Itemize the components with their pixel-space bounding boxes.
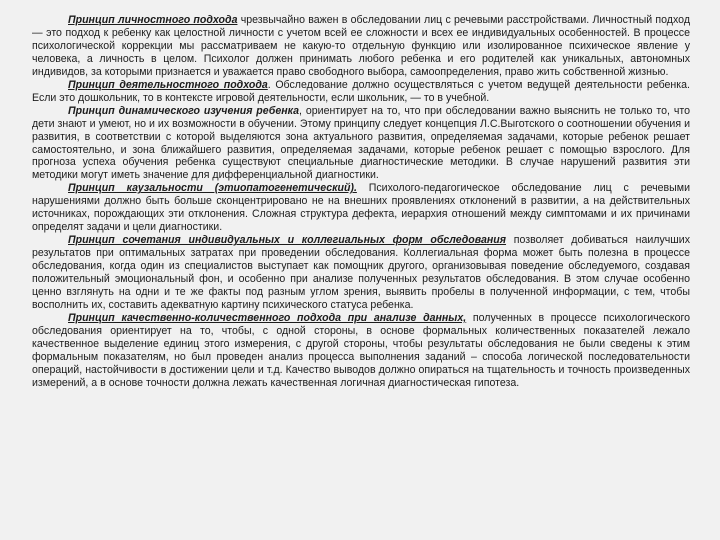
principle-term: Принцип сочетания индивидуальных и коллегиальных форм обследования [68, 234, 507, 247]
paragraph-text: Психолого-педагогическое обследование лиц с речевыми нарушениями должно быть больше сконцентрировано не на внешних проявлениях отклонений в развитии, а на действительных источниках, порождающих эти отклонения. Сложная структура дефекта, иерархия отношений между симптомами и их причинами определят задачи и цели диагностики. [32, 182, 690, 234]
principle-term: Принцип качественно-количественного подхода при анализе данных, [68, 311, 467, 324]
paragraph-text: позволяет добиваться наилучших результатов при оптимальных затратах при проведении обследования. Коллегиальная форма может быть полезна в процессе обследования, когда один из специалистов выступает как помощник другого, организовывая поведение обследуемого, создавая положительный эмоциональный фон, и особенно при анализе полученных результатов обследования. В этом случае особенно ценно взглянуть на одни и те же факты под разным углом зрения, выявить пробелы в полученной информации, с тем, чтобы восполнить их, составить адекватную картину психического статуса ребенка. [32, 234, 690, 311]
principle-term: Принцип динамического изучения ребенка [68, 104, 300, 117]
document-text [32, 14, 690, 390]
paragraph-text: чрезвычайно важен в обследовании лиц с речевыми расстройствами. Личностный подход — это подход к ребенку как целостной личности с учетом всей ее сложности и всех ее индивидуальных особенностей. В процессе психологической коррекции мы рассматриваем не какую-то отдельную функцию или изолированное психическое явление у человека, а личность в целом. Психолог должен принимать любого ребенка и его родителей как уникальных, автономных индивидов, за которыми признается и уважается право свободного выбора, самоопределения, право жить собственной жизнью. [32, 14, 690, 78]
paragraph-text: полученных в процессе психологического обследования ориентирует на то, чтобы, с одной стороны, в основе формальных количественных показателей лежало качественное выделение единиц этого измерения, с другой стороны, чтобы результаты обследования не были сведены к этим формальным показателям, но был проведен анализ процесса выполнения заданий – способа логической последовательности операций, настойчивости в достижении цели и т.д. Качество выводов должно опираться на тщательность и точность произведенных измерений, а в основе точности должна лежать качественная логичная диагностическая гипотеза. [32, 311, 690, 389]
principle-term: Принцип каузальности (этиопатогенетический). [68, 182, 357, 195]
paragraph-personal-approach [32, 14, 690, 79]
paragraph-text: , ориентирует на то, что при обследовании важно выяснить не только то, что дети знают и умеют, но и их возможности в обучении. Этому принципу следует концепция Л.С.Выготского о соотношении обучения и развития, в соответствии с которой выделяются зона актуального развития, определяемая задачами, которые ребенок решает самостоятельно, и зона ближайшего развития, определяемая задачами, которые ребенок решает с помощью взрослого. Для прогноза успеха обучения ребенка существуют специальные диагностические методики. В случае нарушений развития эти методики могут иметь значение для дифференциальной диагностики. [32, 104, 690, 182]
paragraph-text: . Обследование должно осуществляться с учетом ведущей деятельности ребенка. Если это дошкольник, то в контексте игровой деятельности, если школьник, — то в учебной. [32, 78, 690, 104]
principle-term: Принцип личностного подхода [68, 14, 238, 26]
paragraph-individual-collegial [32, 234, 690, 312]
paragraph-activity-approach [32, 79, 690, 105]
paragraph-dynamic-study [32, 105, 690, 183]
paragraph-qualitative-quantitative [32, 312, 690, 390]
principle-term: Принцип деятельностного подхода [68, 78, 268, 91]
paragraph-causality [32, 182, 690, 234]
